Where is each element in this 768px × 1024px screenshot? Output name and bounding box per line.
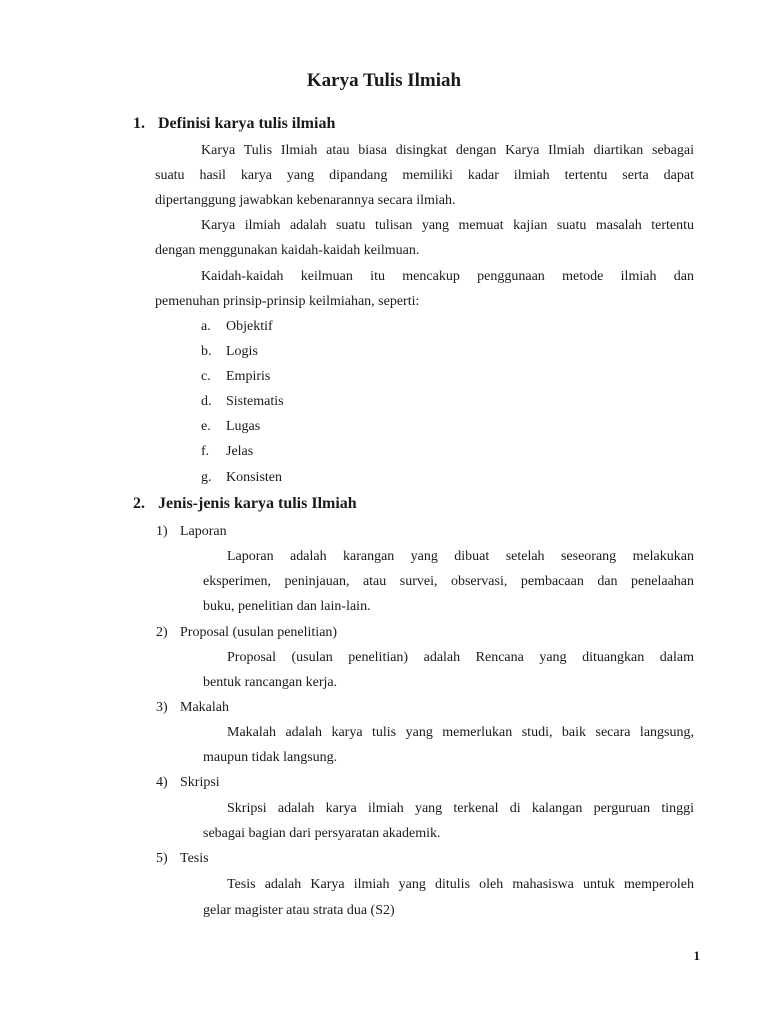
subsection-label: Laporan bbox=[180, 524, 227, 539]
list-marker: b. bbox=[201, 344, 212, 359]
list-item-text: Objektif bbox=[226, 319, 273, 334]
paragraph-line: maupun tidak langsung. bbox=[203, 750, 338, 765]
subsection-marker: 1) bbox=[156, 524, 168, 539]
subsection-item bbox=[156, 849, 209, 869]
list-item bbox=[201, 342, 258, 362]
list-marker: a. bbox=[201, 319, 211, 334]
list-item bbox=[201, 392, 284, 412]
subsection-marker: 2) bbox=[156, 625, 168, 640]
paragraph-line: buku, penelitian dan lain-lain. bbox=[203, 599, 371, 614]
paragraph-line: dipertanggung jawabkan kebenarannya secara ilmiah. bbox=[155, 193, 456, 208]
section-title: Jenis-jenis karya tulis Ilmiah bbox=[158, 495, 357, 512]
list-item bbox=[201, 317, 273, 337]
list-item-text: Konsisten bbox=[226, 470, 282, 485]
subsection-marker: 5) bbox=[156, 851, 168, 866]
section-number: 2. bbox=[133, 495, 145, 512]
section-heading bbox=[133, 113, 335, 135]
document-title: Karya Tulis Ilmiah bbox=[306, 70, 462, 91]
paragraph-line: Karya ilmiah adalah suatu tulisan yang memuat kajian suatu masalah tertentu bbox=[201, 218, 694, 233]
paragraph-line: sebagai bagian dari persyaratan akademik. bbox=[203, 826, 441, 841]
subsection-item bbox=[156, 623, 337, 643]
list-marker: d. bbox=[201, 394, 212, 409]
subsection-label: Tesis bbox=[180, 851, 209, 866]
paragraph-line: Proposal (usulan penelitian) adalah Rencana yang dituangkan dalam bbox=[227, 650, 694, 665]
list-item bbox=[201, 468, 282, 488]
subsection-label: Skripsi bbox=[180, 775, 220, 790]
paragraph-line: pemenuhan prinsip-prinsip keilmiahan, seperti: bbox=[155, 294, 420, 309]
list-item bbox=[201, 442, 253, 462]
paragraph-line: Skripsi adalah karya ilmiah yang terkenal di kalangan perguruan tinggi bbox=[227, 801, 694, 816]
subsection-item bbox=[156, 698, 229, 718]
list-marker: g. bbox=[201, 470, 212, 485]
list-item bbox=[201, 417, 260, 437]
section-number: 1. bbox=[133, 115, 145, 132]
list-item-text: Jelas bbox=[226, 444, 254, 459]
paragraph-line: gelar magister atau strata dua (S2) bbox=[203, 903, 395, 918]
paragraph-line: eksperimen, peninjauan, atau survei, observasi, pembacaan dan penelaahan bbox=[203, 574, 694, 589]
page-number: 1 bbox=[693, 948, 700, 963]
list-marker: e. bbox=[201, 419, 211, 434]
subsection-marker: 4) bbox=[156, 775, 168, 790]
paragraph-line: Laporan adalah karangan yang dibuat setelah seseorang melakukan bbox=[227, 549, 694, 564]
paragraph-line: dengan menggunakan kaidah-kaidah keilmuan. bbox=[155, 243, 420, 258]
subsection-item bbox=[156, 773, 220, 793]
list-marker: c. bbox=[201, 369, 211, 384]
paragraph-line: Karya Tulis Ilmiah atau biasa disingkat dengan Karya Ilmiah diartikan sebagai bbox=[201, 143, 694, 158]
list-item-text: Logis bbox=[226, 344, 258, 359]
subsection-label: Makalah bbox=[180, 700, 229, 715]
paragraph-line: Makalah adalah karya tulis yang memerlukan studi, baik secara langsung, bbox=[227, 725, 694, 740]
paragraph-line: bentuk rancangan kerja. bbox=[203, 675, 338, 690]
paragraph-line: Tesis adalah Karya ilmiah yang ditulis oleh mahasiswa untuk memperoleh bbox=[227, 877, 694, 892]
list-item-text: Lugas bbox=[226, 419, 261, 434]
paragraph-line: Kaidah-kaidah keilmuan itu mencakup penggunaan metode ilmiah dan bbox=[201, 269, 694, 284]
subsection-label: Proposal (usulan penelitian) bbox=[180, 625, 338, 640]
list-item-text: Sistematis bbox=[226, 394, 284, 409]
section-title: Definisi karya tulis ilmiah bbox=[158, 115, 336, 132]
subsection-marker: 3) bbox=[156, 700, 168, 715]
section-heading bbox=[133, 493, 357, 515]
list-item bbox=[201, 367, 270, 387]
list-item-text: Empiris bbox=[226, 369, 271, 384]
list-marker: f. bbox=[201, 444, 210, 459]
subsection-item bbox=[156, 522, 227, 542]
paragraph-line: suatu hasil karya yang dipandang memiliki kadar ilmiah tertentu serta dapat bbox=[155, 168, 694, 183]
